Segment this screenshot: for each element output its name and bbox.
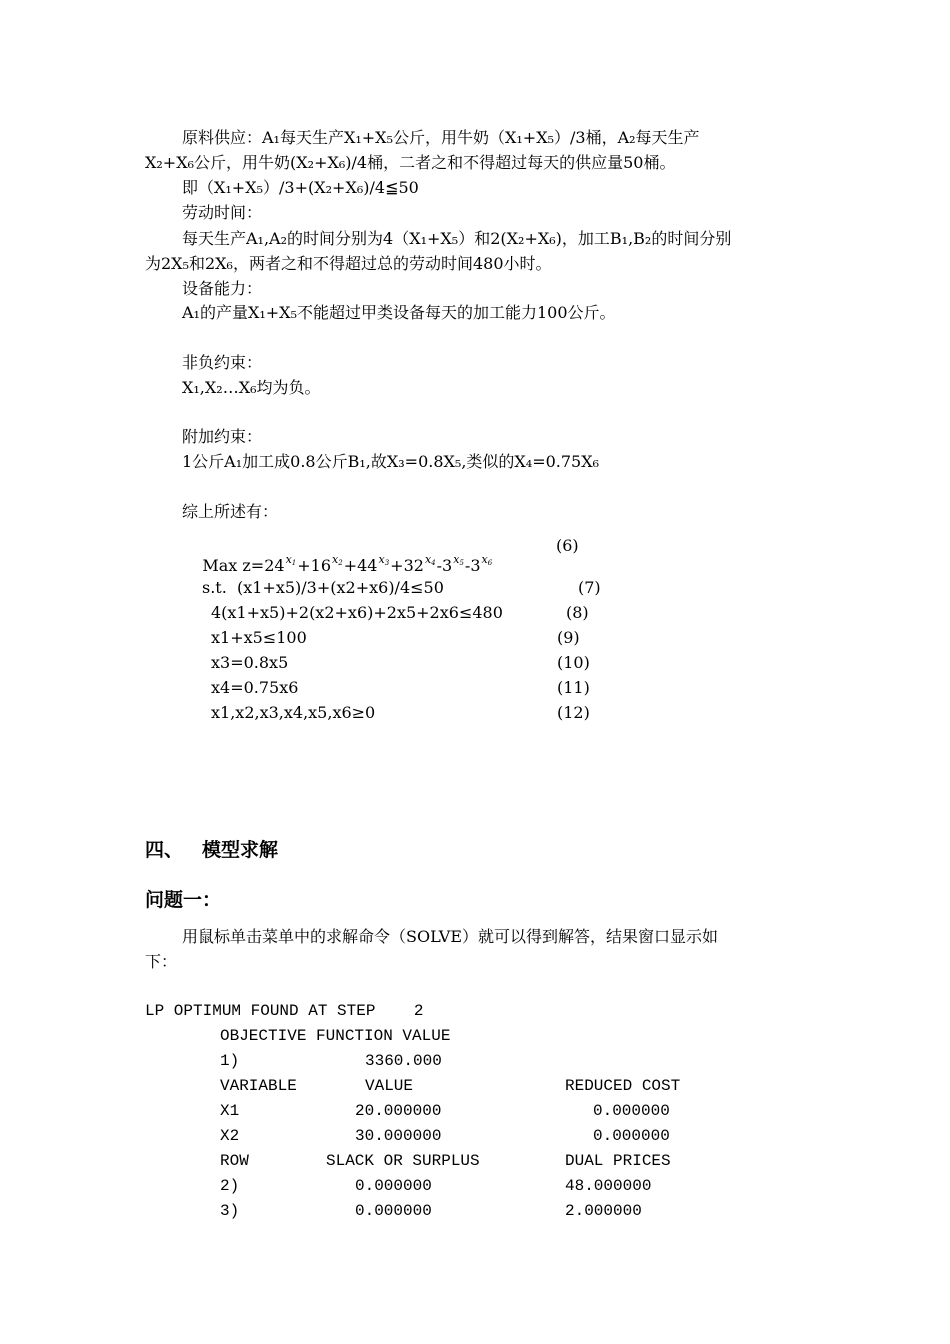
header-dual-prices: DUAL PRICES <box>565 1152 671 1170</box>
paragraph-supply-line-1: 原料供应：A₁每天生产X₁+X₅公斤，用牛奶（X₁+X₅）/3桶，A₂每天生产 <box>182 128 700 147</box>
variable-x2: x2 <box>332 553 343 567</box>
objective-value: 3360.000 <box>365 1052 442 1070</box>
variable-reduced-cost: 0.000000 <box>593 1127 670 1145</box>
constraint-11: x4=0.75x6 <box>211 678 299 697</box>
extra-title: 附加约束： <box>182 427 263 446</box>
objective-prefix: Max z=24 <box>202 556 285 575</box>
row-dual-price: 2.000000 <box>565 1202 642 1220</box>
paragraph-equipment-line-1: A₁的产量X₁+X₅不能超过甲类设备每天的加工能力100公斤。 <box>182 303 616 322</box>
equation-number-6: (6) <box>556 536 579 555</box>
variable-x3: x3 <box>378 553 390 567</box>
paragraph-supply-line-3: 即（X₁+X₅）/3+(X₂+X₆)/4≦50 <box>182 178 419 197</box>
variable-name: X1 <box>220 1102 240 1120</box>
summary-title: 综上所述有： <box>182 502 279 521</box>
paragraph-labor-line-2: 为2X₅和2X₆，两者之和不得超过总的劳动时间480小时。 <box>145 254 552 273</box>
subheading-problem-1: 问题一： <box>145 889 222 911</box>
equation-number-7: (7) <box>578 578 601 597</box>
header-reduced-cost: REDUCED COST <box>565 1077 681 1095</box>
equation-number-11: (11) <box>557 678 590 697</box>
header-variable: VARIABLE <box>220 1077 297 1095</box>
variable-x6: x6 <box>481 553 493 567</box>
row-name: 2) <box>220 1177 240 1195</box>
row-slack: 0.000000 <box>355 1202 432 1220</box>
header-row: ROW <box>220 1152 249 1170</box>
paragraph-supply-line-2: X₂+X₆公斤，用牛奶(X₂+X₆)/4桶，二者之和不得超过每天的供应量50桶。 <box>145 153 676 172</box>
equation-number-12: (12) <box>557 703 590 722</box>
intro-line-2: 下： <box>145 952 178 971</box>
paragraph-nonneg-line-1: X₁,X₂…X₆均为负。 <box>182 378 321 397</box>
objective-label: OBJECTIVE FUNCTION VALUE <box>220 1027 451 1045</box>
variable-value: 30.000000 <box>355 1127 442 1145</box>
nonneg-title: 非负约束： <box>182 353 263 372</box>
row-slack: 0.000000 <box>355 1177 432 1195</box>
variable-x4: x4 <box>424 553 436 567</box>
variable-name: X2 <box>220 1127 240 1145</box>
header-value: VALUE <box>365 1077 414 1095</box>
constraint-7: s.t. (x1+x5)/3+(x2+x6)/4≤50 <box>202 578 444 597</box>
constraint-8: 4(x1+x5)+2(x2+x6)+2x5+2x6≤480 <box>211 603 503 622</box>
variable-reduced-cost: 0.000000 <box>593 1102 670 1120</box>
objective-term-2: +16 <box>297 556 332 575</box>
variable-value: 20.000000 <box>355 1102 442 1120</box>
output-step-line: LP OPTIMUM FOUND AT STEP 2 <box>145 1002 424 1020</box>
paragraph-extra-line-1: 1公斤A₁加工成0.8公斤B₁,故X₃=0.8X₅,类似的X₄=0.75X₆ <box>182 452 600 471</box>
equipment-title: 设备能力： <box>182 279 263 298</box>
objective-term-4: +32 <box>390 556 424 575</box>
section-heading-number: 四、 <box>145 839 184 861</box>
section-heading: 模型求解 <box>202 839 279 861</box>
header-slack-or-surplus: SLACK OR SURPLUS <box>326 1152 480 1170</box>
variable-x1: x1 <box>285 553 297 567</box>
labor-title: 劳动时间： <box>182 203 263 222</box>
row-name: 3) <box>220 1202 240 1220</box>
objective-term-6: -3 <box>464 556 481 575</box>
variable-x5: x5 <box>453 553 464 567</box>
row-dual-price: 48.000000 <box>565 1177 652 1195</box>
objective-term-5: -3 <box>436 556 453 575</box>
constraint-12: x1,x2,x3,x4,x5,x6≥0 <box>211 703 376 722</box>
constraint-10: x3=0.8x5 <box>211 653 289 672</box>
equation-number-9: (9) <box>557 628 580 647</box>
objective-row: 1) <box>220 1052 240 1070</box>
constraint-9: x1+x5≤100 <box>211 628 307 647</box>
equation-number-10: (10) <box>557 653 590 672</box>
equation-number-8: (8) <box>566 603 589 622</box>
intro-line-1: 用鼠标单击菜单中的求解命令（SOLVE）就可以得到解答，结果窗口显示如 <box>182 927 719 946</box>
objective-term-3: +44 <box>343 556 378 575</box>
paragraph-labor-line-1: 每天生产A₁,A₂的时间分别为4（X₁+X₅）和2(X₂+X₆)，加工B₁,B₂的时间分别 <box>182 229 732 248</box>
